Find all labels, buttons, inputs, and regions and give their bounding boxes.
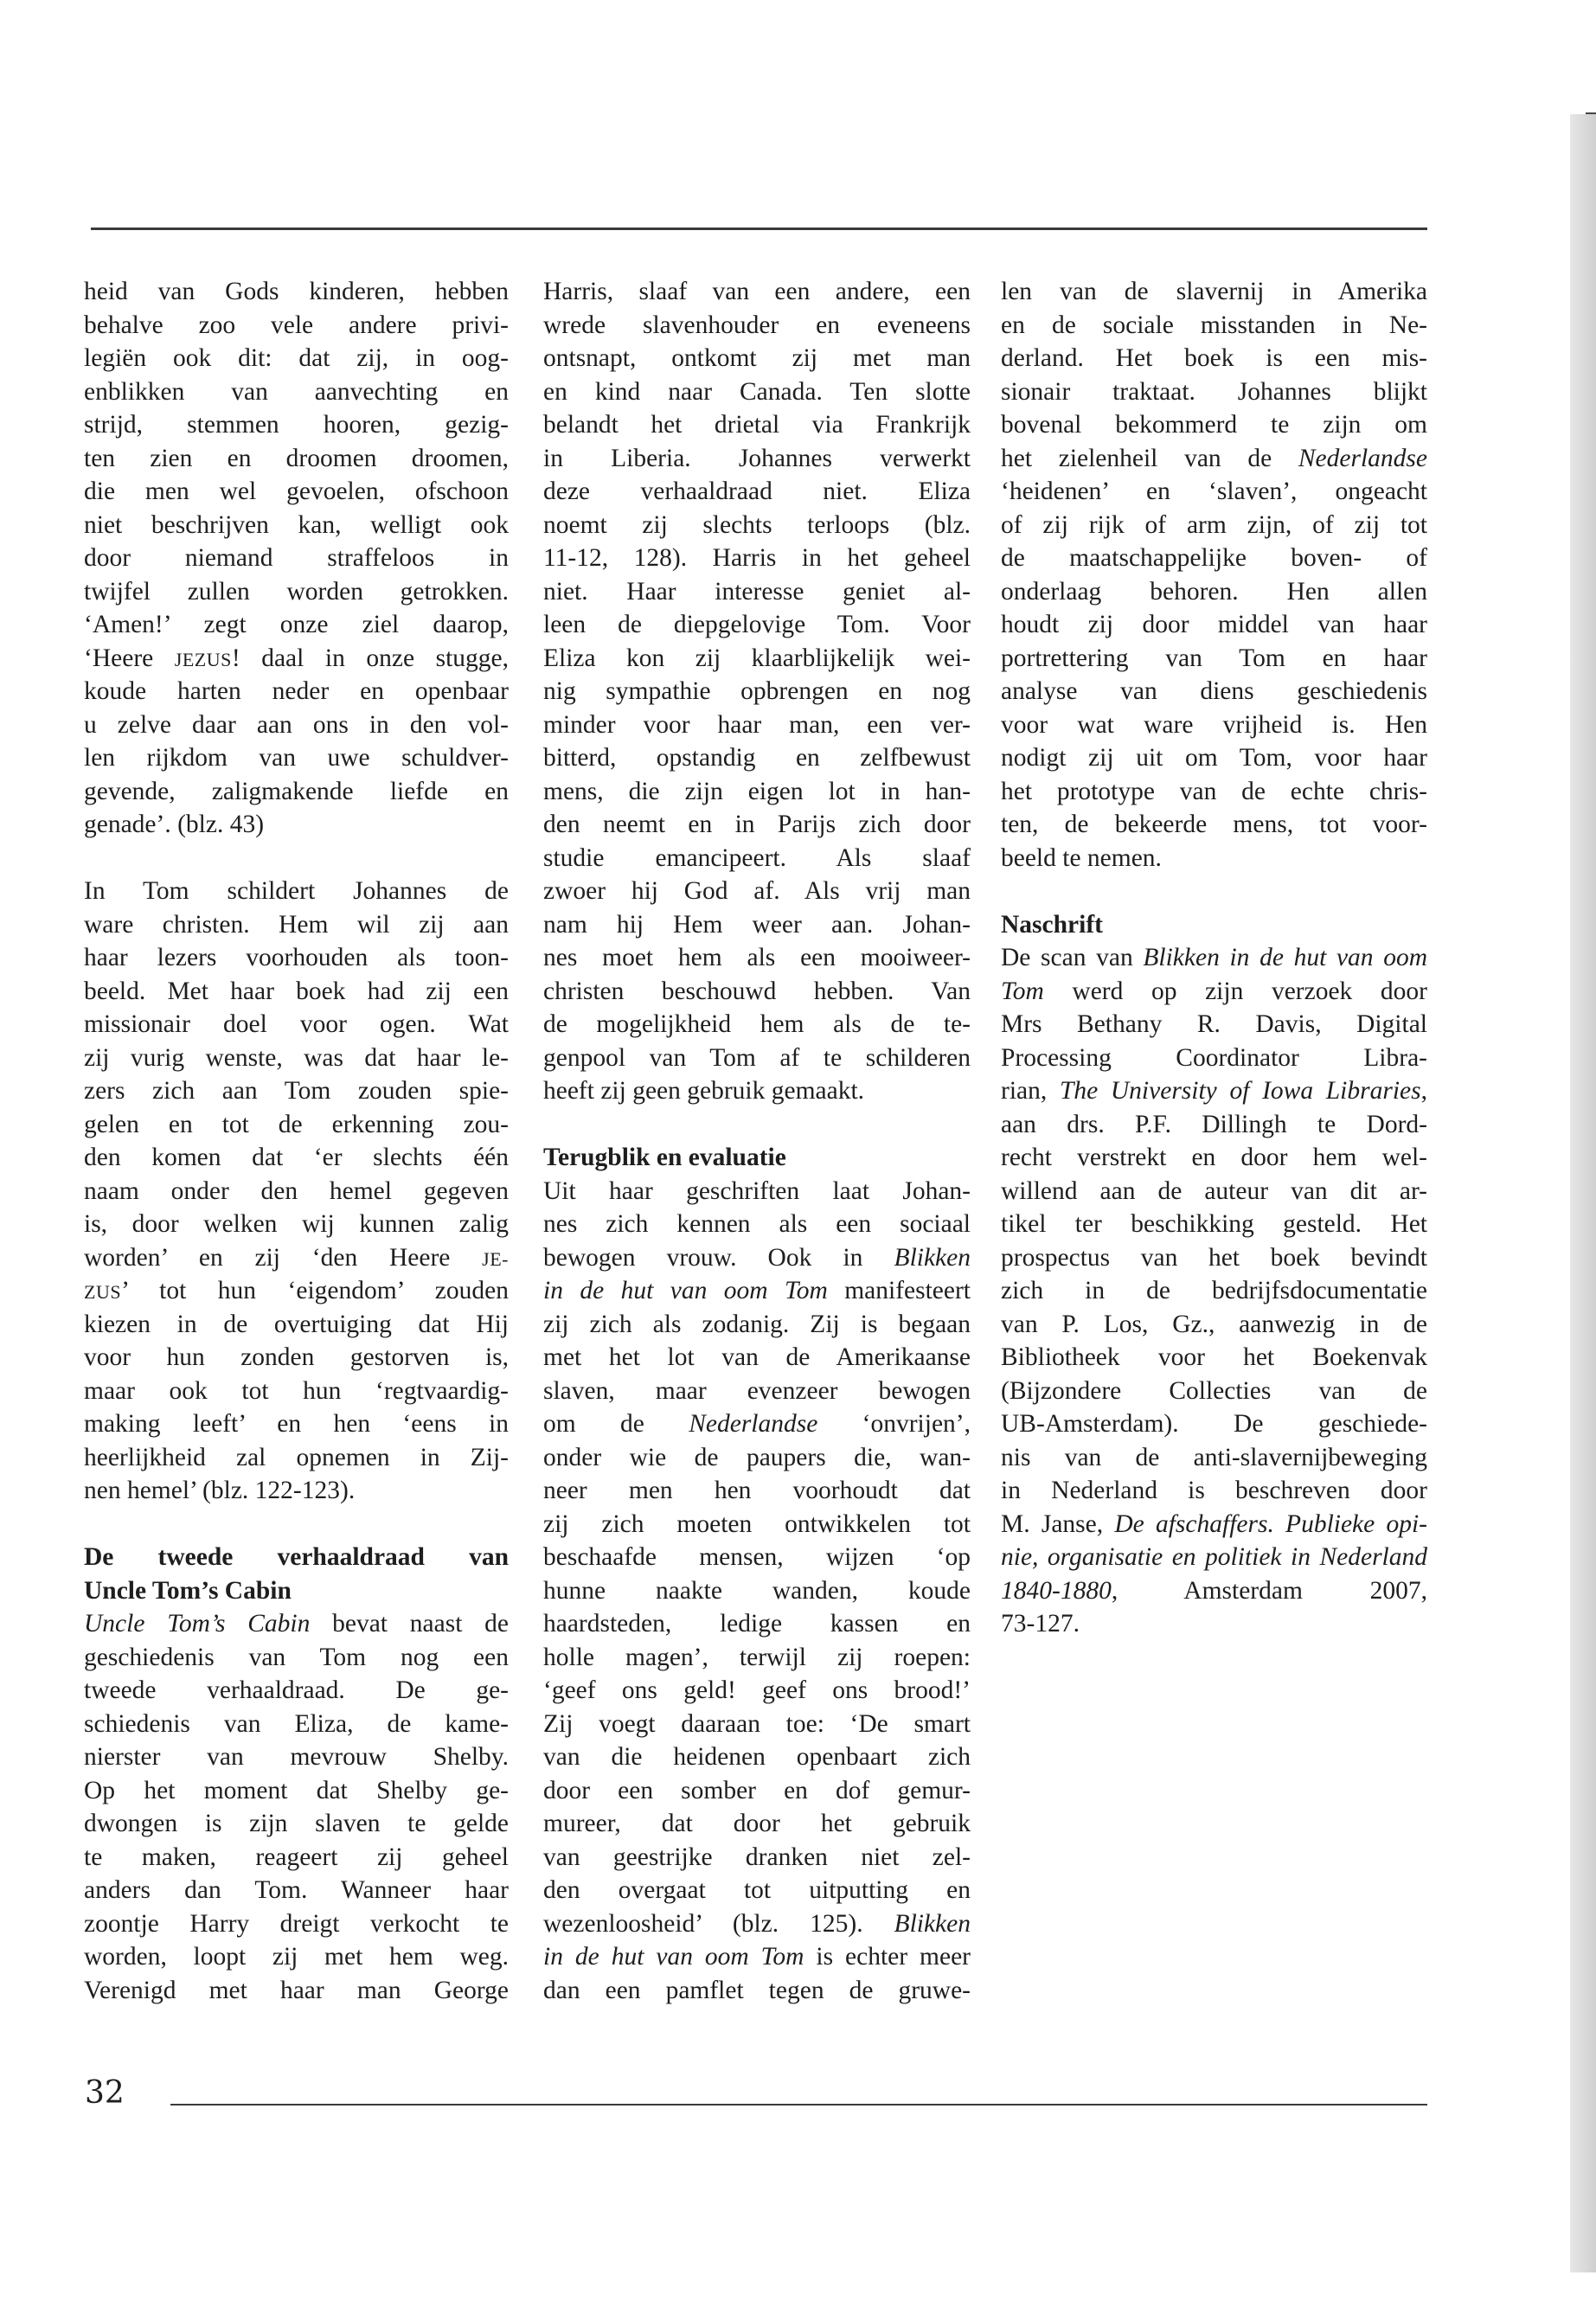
text-line: zers zich aan Tom zouden spie- [84, 1077, 509, 1105]
section-heading: Terugblik en evaluatie [543, 1144, 786, 1171]
text-line: ‘Amen!’ zegt onze ziel daarop, [84, 611, 509, 638]
text-line: mureer, dat door het gebruik [543, 1810, 971, 1837]
text-line: ten, de bekeerde mens, tot voor- [1001, 811, 1427, 838]
text-line: de mogelijkheid hem als de te- [543, 1010, 971, 1038]
text-line: nig sympathie opbrengen en nog [543, 677, 971, 705]
text-line: nie, organisatie en politiek in Nederland [1001, 1543, 1427, 1571]
text-line: deze verhaaldraad niet. Eliza [543, 478, 971, 505]
text-line: ten zien en droomen droomen, [84, 444, 509, 472]
text-line: en kind naar Canada. Ten slotte [543, 377, 971, 406]
text-line: den neemt en in Parijs zich door [543, 811, 971, 838]
text-line: te maken, reageert zij geheel [84, 1843, 509, 1871]
text-line: De scan van Blikken in de hut van oom [1001, 944, 1427, 971]
text-line: worden’ en zij ‘den Heere JE- [84, 1243, 509, 1272]
column-1 [84, 275, 509, 2007]
text-line: zij zich als zodanig. Zij is begaan [543, 1310, 971, 1338]
text-line: met het lot van de Amerikaanse [543, 1343, 971, 1371]
text-line: nes moet hem als een mooiweer- [543, 944, 971, 971]
text-line: sionair traktaat. Johannes blijkt [1001, 377, 1427, 406]
text-line: neer men hen voorhoudt dat [543, 1477, 971, 1504]
text-line: tweede verhaaldraad. De ge- [84, 1676, 509, 1704]
text-line: worden, loopt zij met hem weg. [84, 1943, 509, 1971]
text-line: wezenloosheid’ (blz. 125). Blikken [543, 1909, 971, 1938]
text-line: bewogen vrouw. Ook in Blikken [543, 1243, 971, 1272]
text-line: voor hun zonden gestorven is, [84, 1343, 509, 1371]
text-line: UB-Amsterdam). De geschiede- [1001, 1410, 1427, 1438]
text-line: holle magen’, terwijl zij roepen: [543, 1643, 971, 1671]
text-line: niet. Haar interesse geniet al- [543, 577, 971, 606]
text-line: beeld. Met haar boek had zij een [84, 977, 509, 1005]
text-line: van P. Los, Gz., aanwezig in de [1001, 1310, 1427, 1338]
text-line: mens, die zijn eigen lot in han- [543, 777, 971, 805]
text-line: nierster van mevrouw Shelby. [84, 1743, 509, 1771]
text-line: ‘heidenen’ en ‘slaven’, ongeacht [1001, 478, 1427, 505]
text-line: die men wel gevoelen, ofschoon [84, 478, 509, 505]
text-line: naam onder den hemel gegeven [84, 1176, 509, 1205]
text-line: strijd, stemmen hooren, gezig- [84, 411, 509, 439]
text-line: slaven, maar evenzeer bewogen [543, 1376, 971, 1405]
text-line: den komen dat ‘er slechts één [84, 1144, 509, 1171]
footer-rule [170, 2104, 1427, 2106]
text-line: Bibliotheek voor het Boekenvak [1001, 1343, 1427, 1371]
text-line: nen hemel’ (blz. 122-123). [84, 1477, 356, 1504]
text-line: niet beschrijven kan, welligt ook [84, 510, 509, 539]
text-line: tikel ter beschikking gesteld. Het [1001, 1210, 1427, 1238]
text-line: rian, The University of Iowa Libraries, [1001, 1077, 1427, 1105]
section-heading: Uncle Tom’s Cabin [84, 1576, 292, 1605]
text-line: In Tom schildert Johannes de [84, 877, 509, 905]
text-line: van geestrijke dranken niet zel- [543, 1843, 971, 1871]
text-line: u zelve daar aan ons in den vol- [84, 710, 509, 739]
text-line: nodigt zij uit om Tom, voor haar [1001, 744, 1427, 772]
text-line: haardsteden, ledige kassen en [543, 1610, 971, 1638]
text-line: onder wie de paupers die, wan- [543, 1443, 971, 1471]
text-line: in de hut van oom Tom manifesteert [543, 1277, 971, 1304]
paragraph-gap [543, 1108, 971, 1142]
paragraph-gap [1001, 875, 1427, 908]
text-line: bovenal bekommerd te zijn om [1001, 411, 1427, 439]
text-line: koude harten neder en openbaar [84, 677, 509, 705]
text-line: 1840-1880, Amsterdam 2007, [1001, 1576, 1427, 1605]
text-line: anders dan Tom. Wanneer haar [84, 1876, 509, 1904]
text-line: heeft zij geen gebruik gemaakt. [543, 1077, 865, 1105]
text-line: leen de diepgelovige Tom. Voor [543, 611, 971, 638]
text-line: ontsnapt, ontkomt zij met man [543, 344, 971, 372]
text-line: den overgaat tot uitputting en [543, 1876, 971, 1904]
column-3 [1001, 275, 1427, 1641]
text-line: Tom werd op zijn verzoek door [1001, 977, 1427, 1005]
text-line: is, door welken wij kunnen zalig [84, 1210, 509, 1238]
text-line: Processing Coordinator Libra- [1001, 1043, 1427, 1072]
text-line: analyse van diens geschiedenis [1001, 677, 1427, 705]
text-line: door niemand straffeloos in [84, 544, 509, 572]
text-line: noemt zij slechts terloops (blz. [543, 510, 971, 539]
header-rule [91, 228, 1427, 230]
text-line: schiedenis van Eliza, de kame- [84, 1709, 509, 1738]
section-heading: Naschrift [1001, 910, 1103, 939]
text-line: len rijkdom van uwe schuldver- [84, 744, 509, 772]
text-line: de maatschappelijke boven- of [1001, 544, 1427, 572]
text-line: zij vurig wenste, was dat haar le- [84, 1043, 509, 1072]
text-line: (Bijzondere Collecties van de [1001, 1376, 1427, 1405]
text-line: legiën ook dit: dat zij, in oog- [84, 344, 509, 372]
text-line: ZUS’ tot hun ‘eigendom’ zouden [84, 1277, 509, 1304]
text-line: Mrs Bethany R. Davis, Digital [1001, 1010, 1427, 1038]
text-line: prospectus van het boek bevindt [1001, 1243, 1427, 1272]
section-heading: De tweede verhaaldraad van [84, 1543, 509, 1571]
text-line: ‘Heere JEZUS! daal in onze stugge, [84, 644, 509, 672]
text-line: Uncle Tom’s Cabin bevat naast de [84, 1610, 509, 1638]
text-line: beschaafde mensen, wijzen ‘op [543, 1543, 971, 1571]
text-line: making leeft’ en hen ‘eens in [84, 1410, 509, 1438]
text-line: heerlijkheid zal opnemen in Zij- [84, 1443, 509, 1471]
text-line: zwoer hij God af. Als vrij man [543, 877, 971, 905]
paragraph-gap [84, 1508, 509, 1541]
text-line: enblikken van aanvechting en [84, 377, 509, 406]
text-line: minder voor haar man, een ver- [543, 710, 971, 739]
text-line: Zij voegt daaraan toe: ‘De smart [543, 1709, 971, 1738]
text-line: door een somber en dof gemur- [543, 1776, 971, 1804]
text-line: 11-12, 128). Harris in het geheel [543, 544, 971, 572]
text-line: ‘geef ons geld! geef ons brood!’ [543, 1676, 971, 1704]
text-line: om de Nederlandse ‘onvrijen’, [543, 1410, 971, 1438]
text-line: in Liberia. Johannes verwerkt [543, 444, 971, 472]
text-line: kiezen in de overtuiging dat Hij [84, 1310, 509, 1338]
text-line: haar lezers voorhouden als toon- [84, 944, 509, 971]
text-line: het zielenheil van de Nederlandse [1001, 444, 1427, 472]
text-line: recht verstrekt en door hem wel- [1001, 1144, 1427, 1171]
text-line: nam hij Hem weer aan. Johan- [543, 910, 971, 939]
text-line: studie emancipeert. Als slaaf [543, 843, 971, 872]
text-line: en de sociale misstanden in Ne- [1001, 311, 1427, 339]
text-line: in Nederland is beschreven door [1001, 1477, 1427, 1504]
text-line: M. Janse, De afschaffers. Publieke opi- [1001, 1509, 1427, 1538]
text-line: portrettering van Tom en haar [1001, 644, 1427, 672]
text-line: Uit haar geschriften laat Johan- [543, 1176, 971, 1205]
text-line: Verenigd met haar man George [84, 1976, 509, 2004]
text-line: voor wat ware vrijheid is. Hen [1001, 710, 1427, 739]
text-line: len van de slavernij in Amerika [1001, 278, 1427, 305]
text-line: nis van de anti-slavernijbeweging [1001, 1443, 1427, 1471]
text-line: Op het moment dat Shelby ge- [84, 1776, 509, 1804]
text-line: hunne naakte wanden, koude [543, 1576, 971, 1605]
page-number: 32 [85, 2075, 125, 2111]
text-line: onderlaag behoren. Hen allen [1001, 577, 1427, 606]
paragraph-gap [84, 842, 509, 875]
text-line: houdt zij door middel van haar [1001, 611, 1427, 638]
text-line: van die heidenen openbaart zich [543, 1743, 971, 1771]
text-line: zich in de bedrijfsdocumentatie [1001, 1277, 1427, 1304]
text-line: christen beschouwd hebben. Van [543, 977, 971, 1005]
text-line: bitterd, opstandig en zelfbewust [543, 744, 971, 772]
text-line: genade’. (blz. 43) [84, 811, 265, 838]
text-line: gelen en tot de erkenning zou- [84, 1110, 509, 1138]
text-line: gevende, zaligmakende liefde en [84, 777, 509, 805]
text-line: beeld te nemen. [1001, 843, 1162, 872]
text-line: nes zich kennen als een sociaal [543, 1210, 971, 1238]
column-2 [543, 275, 971, 2007]
text-line: geschiedenis van Tom nog een [84, 1643, 509, 1671]
text-line: ware christen. Hem wil zij aan [84, 910, 509, 939]
text-line: heid van Gods kinderen, hebben [84, 278, 509, 305]
text-line: zoontje Harry dreigt verkocht te [84, 1909, 509, 1938]
text-line: in de hut van oom Tom is echter meer [543, 1943, 971, 1971]
scan-page-edge [1570, 114, 1596, 2272]
text-line: het prototype van de echte chris- [1001, 777, 1427, 805]
text-line: aan drs. P.F. Dillingh te Dord- [1001, 1110, 1427, 1138]
text-line: dan een pamflet tegen de gruwe- [543, 1976, 971, 2004]
text-line: of zij rijk of arm zijn, of zij tot [1001, 510, 1427, 539]
text-line: willend aan de auteur van dit ar- [1001, 1176, 1427, 1205]
text-line: derland. Het boek is een mis- [1001, 344, 1427, 372]
text-line: belandt het drietal via Frankrijk [543, 411, 971, 439]
text-line: dwongen is zijn slaven te gelde [84, 1810, 509, 1837]
text-line: 73-127. [1001, 1610, 1080, 1638]
text-line: maar ook tot hun ‘regtvaardig- [84, 1376, 509, 1405]
text-line: Eliza kon zij klaarblijkelijk wei- [543, 644, 971, 672]
text-line: behalve zoo vele andere privi- [84, 311, 509, 339]
text-line: wrede slavenhouder en eveneens [543, 311, 971, 339]
text-line: Harris, slaaf van een andere, een [543, 278, 971, 305]
text-line: missionair doel voor ogen. Wat [84, 1010, 509, 1038]
text-line: zij zich moeten ontwikkelen tot [543, 1509, 971, 1538]
text-line: genpool van Tom af te schilderen [543, 1043, 971, 1072]
text-line: twijfel zullen worden getrokken. [84, 577, 509, 606]
